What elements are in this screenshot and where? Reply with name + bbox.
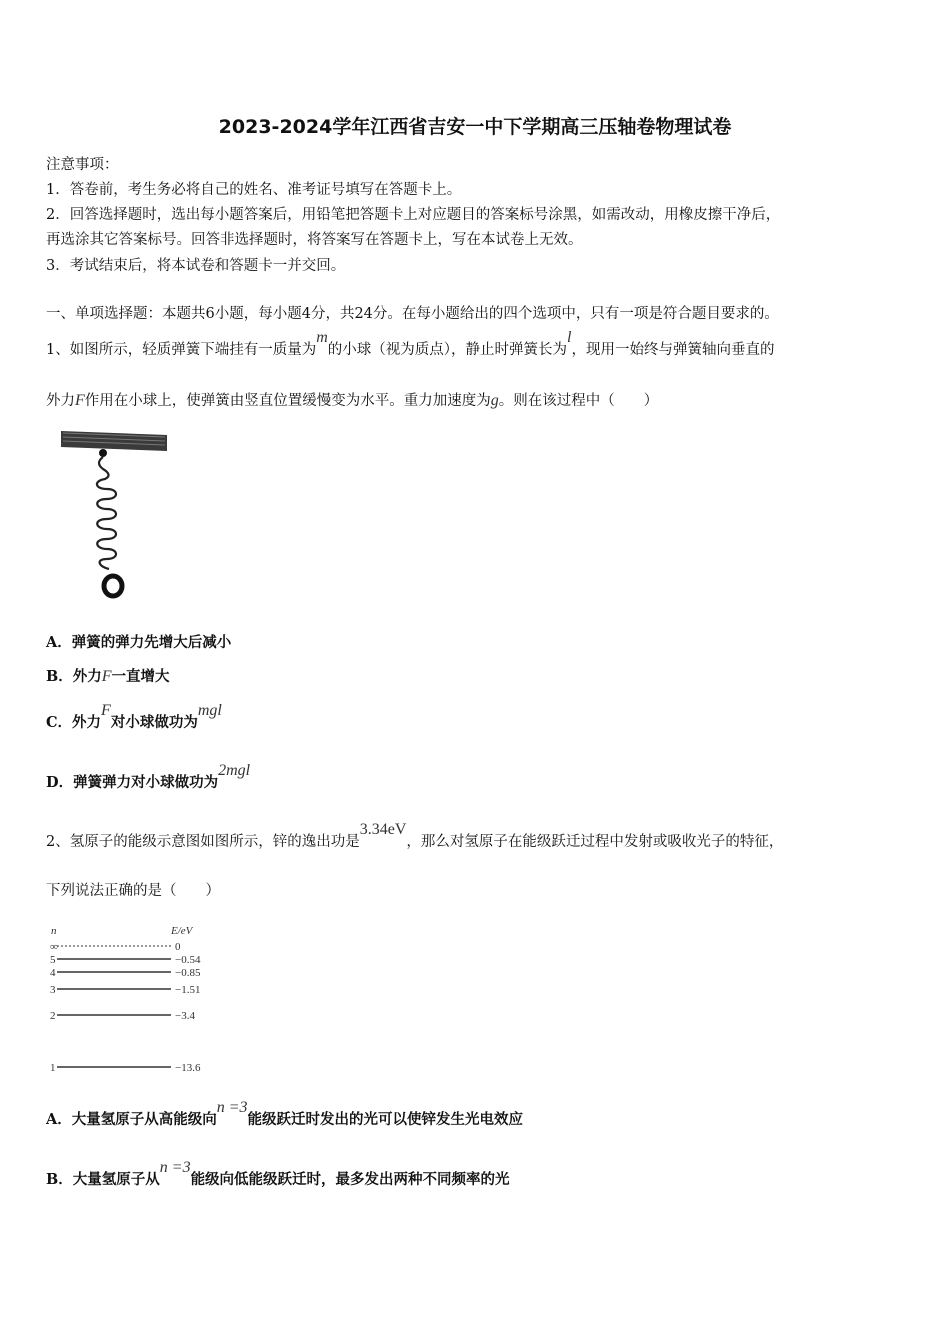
energy-level-value: −1.51 bbox=[175, 984, 201, 996]
option-var-F: F bbox=[101, 668, 112, 685]
energy-level-n: 2 bbox=[50, 1010, 56, 1022]
energy-level-value: −3.4 bbox=[175, 1010, 195, 1022]
q2-text: 2、氢原子的能级示意图如图所示，锌的逸出功是 bbox=[46, 834, 360, 850]
q1-text: 外力 bbox=[46, 393, 75, 409]
n-axis-label: n bbox=[51, 925, 57, 937]
q1-var-F: F bbox=[75, 392, 85, 409]
q1-text: 。则在该过程中（ ） bbox=[498, 393, 659, 409]
spring bbox=[97, 457, 116, 569]
q2-option-a bbox=[46, 1099, 524, 1129]
option-var-n: n =3 bbox=[159, 1159, 191, 1176]
energy-level-n: 3 bbox=[50, 984, 56, 996]
option-text: 能级跃迁时发出的光可以使锌发生光电效应 bbox=[247, 1111, 524, 1128]
energy-level-value: −0.85 bbox=[175, 967, 201, 979]
q2-stem-line1 bbox=[46, 821, 784, 851]
q1-var-m: m bbox=[316, 329, 328, 346]
q1-option-c bbox=[46, 702, 222, 732]
q1-option-b bbox=[46, 665, 170, 686]
notes-item: 2．回答选择题时，选出每小题答案后，用铅笔把答题卡上对应题目的答案标号涂黑，如需改动，用橡皮擦干净后， bbox=[46, 207, 781, 223]
option-text: 能级向低能级跃迁时，最多发出两种不同频率的光 bbox=[190, 1171, 510, 1188]
energy-level-n: 1 bbox=[50, 1062, 56, 1074]
q2-stem-line2: 下列说法正确的是（ ） bbox=[46, 883, 220, 899]
option-text: C．外力 bbox=[46, 714, 102, 731]
q1-var-l: l bbox=[567, 329, 572, 346]
option-text: 对小球做功为 bbox=[110, 714, 198, 731]
option-value-mgl: mgl bbox=[197, 702, 222, 719]
option-text: D．弹簧弹力对小球做功为 bbox=[46, 774, 219, 791]
energy-level-n: 4 bbox=[50, 967, 56, 979]
spring-figure bbox=[55, 425, 175, 605]
q1-stem-line2 bbox=[46, 389, 658, 410]
q1-option-a: A．弹簧的弹力先增大后减小 bbox=[46, 634, 232, 651]
page-title: 2023-2024学年江西省吉安一中下学期高三压轴卷物理试卷 bbox=[218, 116, 732, 138]
q1-stem-line1 bbox=[46, 329, 775, 359]
energy-axis-label: E/eV bbox=[171, 925, 193, 937]
option-text: B．大量氢原子从 bbox=[46, 1171, 160, 1188]
notes-item: 1．答卷前，考生务必将自己的姓名、准考证号填写在答题卡上。 bbox=[46, 182, 462, 198]
q2-option-b bbox=[46, 1159, 510, 1189]
option-var-F: F bbox=[101, 702, 111, 719]
energy-level-n: ∞ bbox=[50, 941, 58, 953]
option-text: 一直增大 bbox=[111, 668, 170, 685]
section-heading: 一、单项选择题：本题共6小题，每小题4分，共24分。在每小题给出的四个选项中，只有一项是符合题目要求的。 bbox=[46, 306, 779, 322]
energy-level-value: −13.6 bbox=[175, 1062, 201, 1074]
q1-text: 的小球（视为质点），静止时弹簧长为 bbox=[327, 342, 568, 358]
ball bbox=[104, 576, 122, 596]
option-text: B．外力 bbox=[46, 668, 102, 685]
option-var-n: n =3 bbox=[216, 1099, 248, 1116]
notes-heading: 注意事项： bbox=[46, 157, 119, 173]
option-value-2mgl: 2mgl bbox=[218, 762, 251, 779]
q1-text: ，现用一始终与弹簧轴向垂直的 bbox=[571, 342, 775, 358]
energy-level-value: 0 bbox=[175, 941, 181, 953]
q2-text: ，那么对氢原子在能级跃迁过程中发射或吸收光子的特征， bbox=[406, 834, 784, 850]
notes-item: 再选涂其它答案标号。回答非选择题时，将答案写在答题卡上，写在本试卷上无效。 bbox=[46, 232, 583, 248]
energy-level-diagram bbox=[45, 920, 225, 1080]
q1-var-g: g bbox=[490, 392, 499, 409]
option-text: A．大量氢原子从高能级向 bbox=[46, 1111, 217, 1128]
notes-item: 3．考试结束后，将本试卷和答题卡一并交回。 bbox=[46, 258, 346, 274]
energy-level-value: −0.54 bbox=[175, 954, 201, 966]
energy-level-n: 5 bbox=[50, 954, 56, 966]
q2-work-function: 3.34eV bbox=[359, 821, 407, 838]
q1-text: 1、如图所示，轻质弹簧下端挂有一质量为 bbox=[46, 342, 317, 358]
q1-text: 作用在小球上，使弹簧由竖直位置缓慢变为水平。重力加速度为 bbox=[84, 393, 491, 409]
spring-mount bbox=[99, 449, 107, 457]
q1-option-d bbox=[46, 762, 251, 792]
